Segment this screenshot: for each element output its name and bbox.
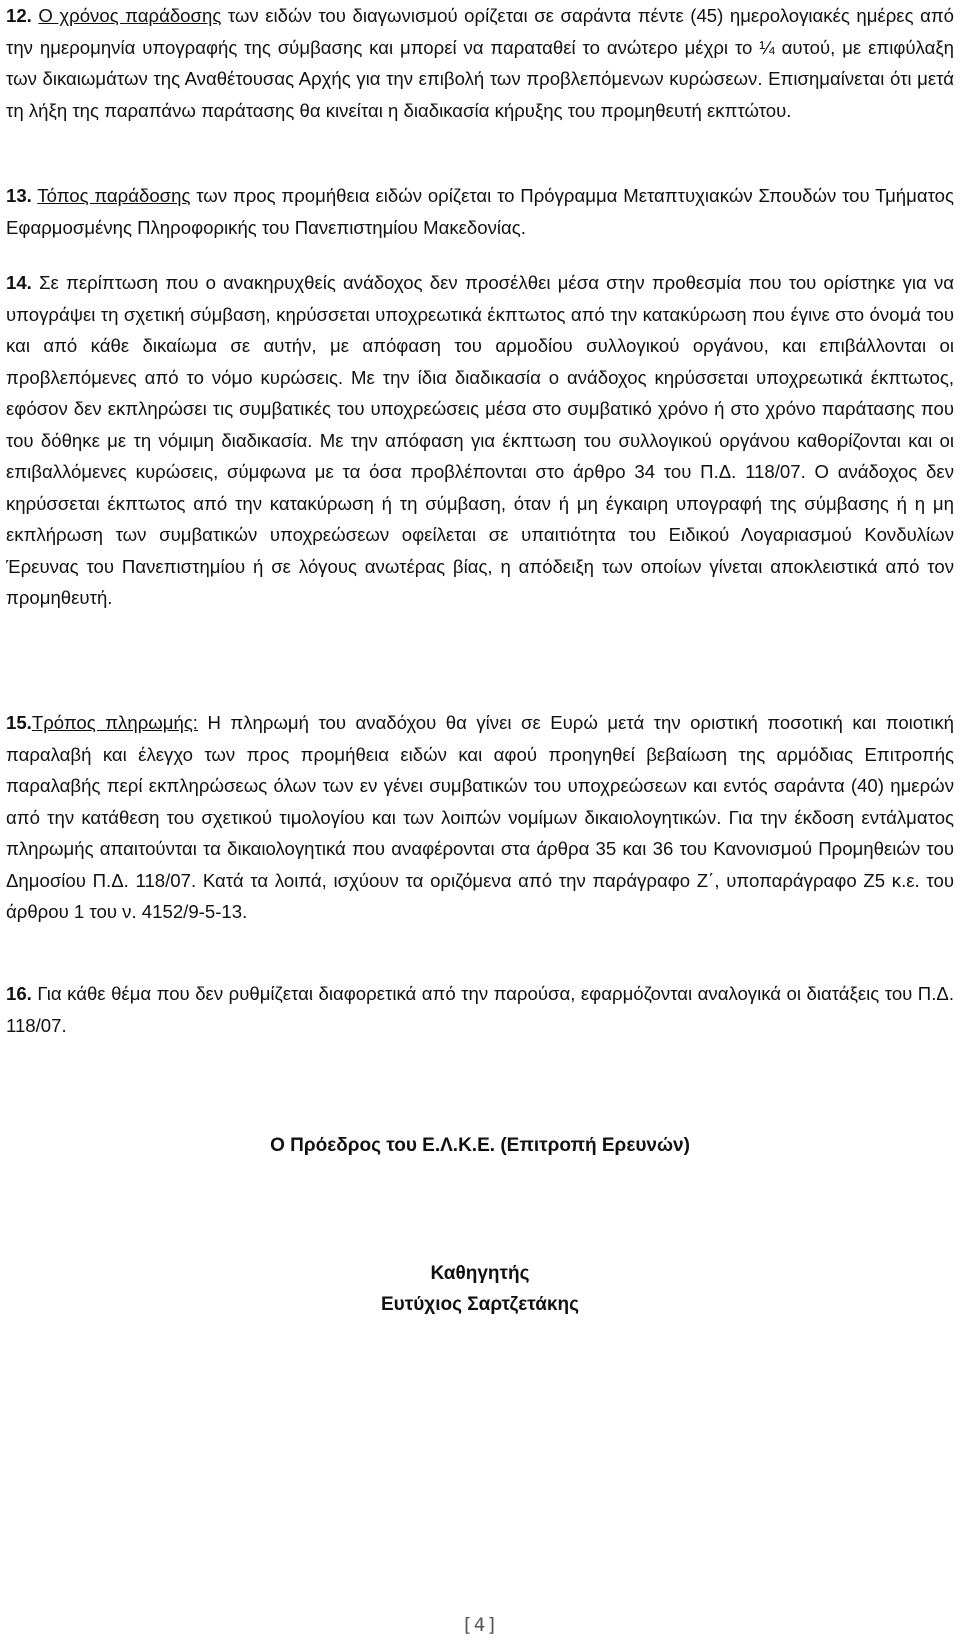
section-15-number: 15. — [6, 712, 32, 733]
section-14 — [6, 267, 954, 614]
signature-name: Ευτύχιος Σαρτζετάκης — [381, 1294, 579, 1315]
section-12-number: 12. — [6, 5, 32, 26]
page-number: [4] — [461, 1614, 499, 1636]
signature-title: Ο Πρόεδρος του Ε.Λ.Κ.Ε. (Επιτροπή Ερευνών) — [270, 1135, 690, 1156]
section-13-text: των προς προμήθεια ειδών ορίζεται το Πρόγραμμα Μεταπτυχιακών Σπουδών του Τμήματος Εφαρμοσμένης Πληροφορικής του Πανεπιστημίου Μακεδονίας. — [6, 185, 954, 238]
section-15-text: Η πληρωμή του αναδόχου θα γίνει σε Ευρώ μετά την οριστική ποσοτική και ποιοτική παραλαβή και έλεγχο των προς προμήθεια ειδών και αφού προηγηθεί βεβαίωση της αρμόδιας Επιτροπής παραλαβής περί εκπληρώσεως όλων των εν γένει συμβατικών του υποχρεώσεων και εντός σαράντα (40) ημερών από την κατάθεση του σχετικού τιμολογίου και των λοιπών νομίμων δικαιολογητικών. Για την έκδοση εντάλματος πληρωμής απαιτούνται τα δικαιολογητικά που αναφέρονται στα άρθρα 35 και 36 του Κανονισμού Προμηθειών του Δημοσίου Π.Δ. 118/07. Κατά τα λοιπά, ισχύουν τα οριζόμενα από την παράγραφο Ζ΄, υποπαράγραφο Ζ5 κ.ε. του άρθρου 1 του ν. 4152/9-5-13. — [6, 712, 954, 922]
section-15 — [6, 707, 954, 928]
section-16 — [6, 978, 954, 1041]
section-15-heading: Τρόπος πληρωμής: — [31, 712, 198, 733]
section-14-text: Σε περίπτωση που ο ανακηρυχθείς ανάδοχος δεν προσέλθει μέσα στην προθεσμία που του ορίστηκε για να υπογράψει τη σχετική σύμβαση, κηρύσσεται υποχρεωτικά έκπτωτος από την κατακύρωση που έγινε στο όνομά του και από κάθε δικαίωμα σε αυτήν, με απόφαση του αρμοδίου συλλογικού οργάνου, και επιβάλλονται οι προβλεπόμενες από το νόμο κυρώσεις. Με την ίδια διαδικασία ο ανάδοχος κηρύσσεται υποχρεωτικά έκπτωτος, εφόσον δεν εκπληρώσει τις συμβατικές του υποχρεώσεις μέσα στο συμβατικό χρόνο ή στο χρόνο παράτασης που του δόθηκε με τη νόμιμη διαδικασία. Με την απόφαση για έκπτωση του συλλογικού οργάνου καθορίζονται και οι επιβαλλόμενες κυρώσεις, σύμφωνα με τα όσα προβλέπονται στο άρθρο 34 του Π.Δ. 118/07. Ο ανάδοχος δεν κηρύσσεται έκπτωτος από την κατακύρωση ή τη σύμβαση, όταν ή μη έγκαιρη υπογραφή της σύμβασης ή η μη εκπλήρωση των συμβατικών υποχρεώσεων οφείλεται σε υπαιτιότητα του Ειδικού Λογαριασμού Κονδυλίων Έρευνας του Πανεπιστημίου ή σε λόγους ανωτέρας βίας, η απόδειξη των οποίων γίνεται αποκλειστικά από τον προμηθευτή. — [6, 272, 954, 608]
section-12-heading: Ο χρόνος παράδοσης — [38, 5, 222, 26]
section-13-number: 13. — [6, 185, 32, 206]
section-12 — [6, 0, 954, 126]
section-16-text: Για κάθε θέμα που δεν ρυθμίζεται διαφορετικά από την παρούσα, εφαρμόζονται αναλογικά οι διατάξεις του Π.Δ. 118/07. — [6, 983, 954, 1036]
signature-role: Καθηγητής — [430, 1263, 530, 1284]
section-14-number: 14. — [6, 272, 32, 293]
section-12-text: των ειδών του διαγωνισμού ορίζεται σε σαράντα πέντε (45) ημερολογιακές ημέρες από την ημερομηνία υπογραφής της σύμβασης και μπορεί να παραταθεί το ανώτερο μέχρι το ¼ αυτού, με επιφύλαξη των δικαιωμάτων της Αναθέτουσας Αρχής για την επιβολή των προβλεπόμενων κυρώσεων. Επισημαίνεται ότι μετά τη λήξη της παραπάνω παράτασης θα κινείται η διαδικασία κήρυξης του προμηθευτή εκπτώτου. — [6, 5, 954, 121]
section-13 — [6, 180, 954, 243]
signature-block — [6, 1258, 954, 1320]
section-13-heading: Τόπος παράδοσης — [37, 185, 191, 206]
section-16-number: 16. — [6, 983, 32, 1004]
